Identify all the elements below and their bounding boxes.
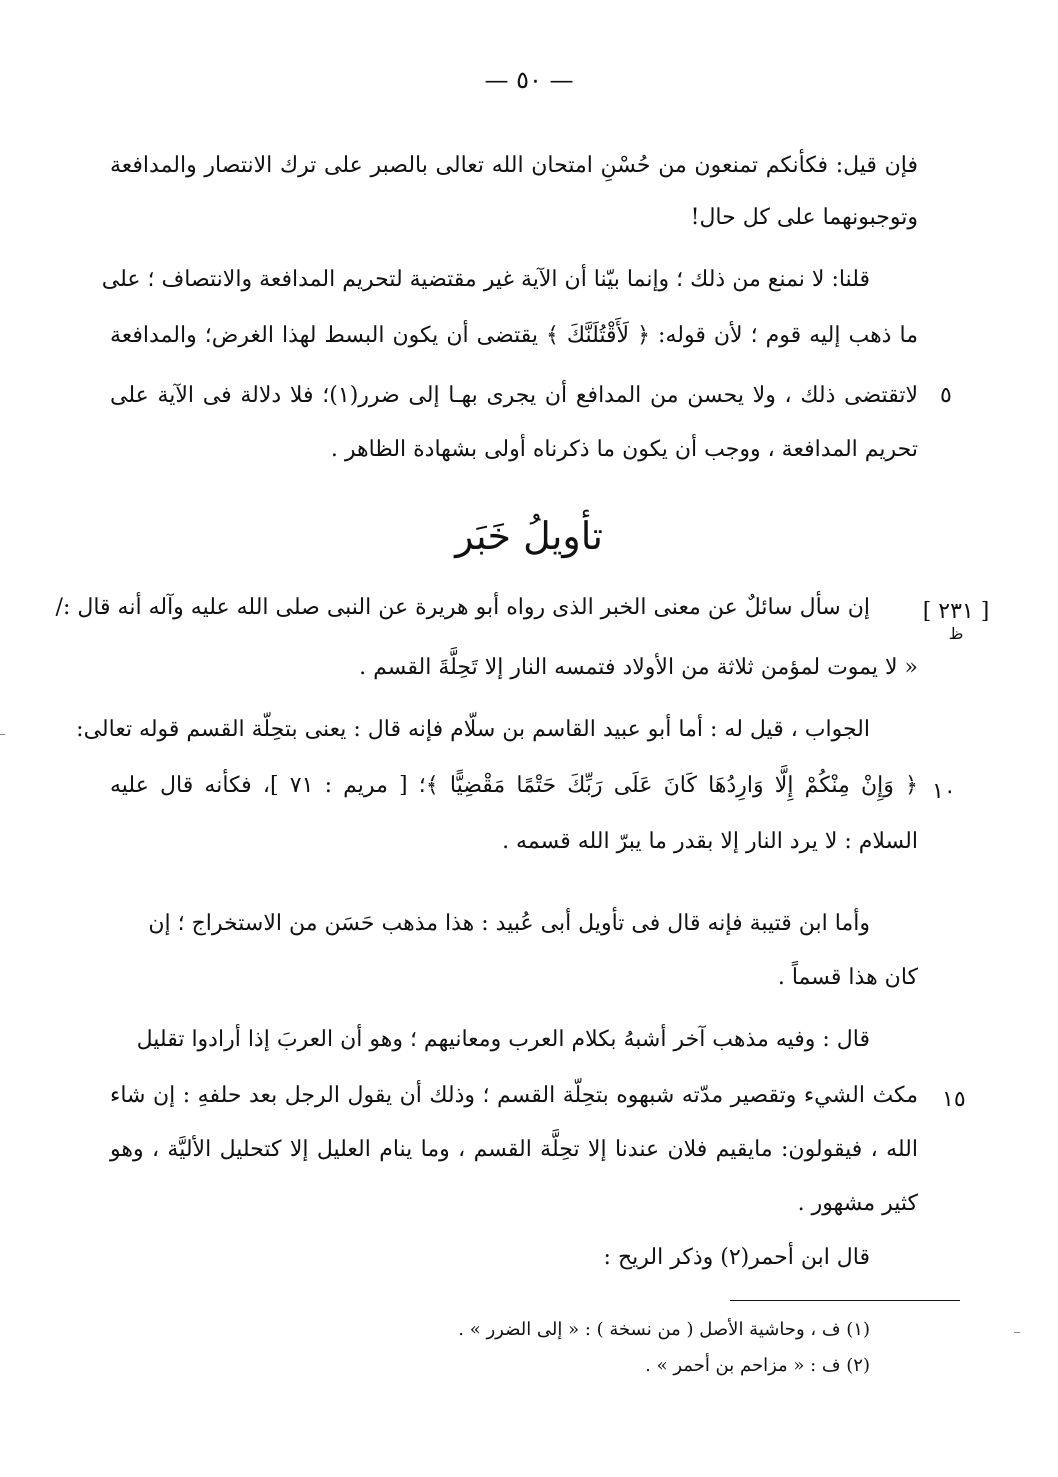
text-line: قال ابن أحمر(٢) وذكر الريح : <box>603 1245 870 1270</box>
line-number-marker: ٥ <box>940 383 952 408</box>
text-line: قلنا: لا نمنع من ذلك ؛ وإنما بيّنا أن الآية غير مقتضية لتحريم المدافعة والانتصاف ؛ على <box>101 267 870 292</box>
text-line: كثير مشهور . <box>797 1191 918 1216</box>
text-line: ما ذهب إليه قوم ؛ لأن قوله: ﴿ لَأَقْتُلَنَّكَ ﴾ يقتضى أن يكون البسط لهذا الغرض؛ والمدافعة <box>110 323 918 348</box>
scan-mark <box>0 734 5 735</box>
text-line: الجواب ، قيل له : أما أبو عبيد القاسم بن سلّام فإنه قال : يعنى بتحِلّة القسم قوله تعالى: <box>76 717 870 742</box>
text-line: تحريم المدافعة ، ووجب أن يكون ما ذكرناه أولى بشهادة الظاهر . <box>330 437 918 462</box>
text-line: فإن قيل: فكأنكم تمنعون من حُسْنِ امتحان الله تعالى بالصبر على ترك الانتصار والمدافعة <box>110 153 918 178</box>
footnote: (١) ف ، وحاشية الأصل ( من نسخة ) : « إلى الضرر » . <box>458 1319 870 1340</box>
text-line: وأما ابن قتيبة فإنه قال فى تأويل أبى عُبيد : هذا مذهب حَسَن من الاستخراج ؛ إن <box>148 911 870 936</box>
text-line: ﴿ وَإِنْ مِنْكُمْ إِلَّا وَارِدُهَا كَانَ عَلَى رَبِّكَ حَتْمًا مَقْضِيًّا ﴾؛ [ مريم : ٧١ ]، فكأنه قال عليه <box>110 773 918 798</box>
section-heading: تأويلُ خَبَر <box>455 514 603 558</box>
text-line: لاتقتضى ذلك ، ولا يحسن من المدافع أن يجرى بهـا إلى ضرر(١)؛ فلا دلالة فى الآية على <box>110 383 918 408</box>
text-line: « لا يموت لمؤمن ثلاثة من الأولاد فتمسه النار إلا تَحِلَّةَ القسم . <box>359 655 918 680</box>
text-line: مكث الشيء وتقصير مدّته شبهوه بتحِلّة القسم ؛ وذلك أن يقول الرجل بعد حلفهِ : إن شاء <box>110 1083 918 1108</box>
text-line: وتوجبونهما على كل حال! <box>690 205 918 230</box>
folio-number: [ ٢٣١ ] <box>922 599 990 624</box>
footnote: (٢) ف : « مزاحم بن أحمر » . <box>645 1355 870 1376</box>
manuscript-folio-marker <box>916 597 996 641</box>
text-line: الله ، فيقولون: مايقيم فلان عندنا إلا تحِلَّة القسم ، وما ينام العليل إلا كتحليل الأليَّة ، وهو <box>110 1137 918 1162</box>
scan-mark <box>1014 1332 1020 1333</box>
footnote-separator <box>730 1300 960 1301</box>
text-line: إن سأل سائلٌ عن معنى الخبر الذى رواه أبو هريرة عن النبى صلى الله عليه وآله أنه قال :/ <box>55 595 870 620</box>
text-line: كان هذا قسماً . <box>777 965 918 990</box>
page-number: — ٥٠ — <box>484 66 574 94</box>
text-line: قال : وفيه مذهب آخر أشبهُ بكلام العرب ومعانيهم ؛ وهو أن العربَ إذا أرادوا تقليل <box>136 1027 870 1052</box>
line-number-marker: ١٠ <box>932 779 956 804</box>
folio-side: ظ <box>948 624 964 643</box>
line-number-marker: ١٥ <box>942 1087 966 1112</box>
text-line: السلام : لا يرد النار إلا بقدر ما يبرّ الله قسمه . <box>502 829 918 854</box>
